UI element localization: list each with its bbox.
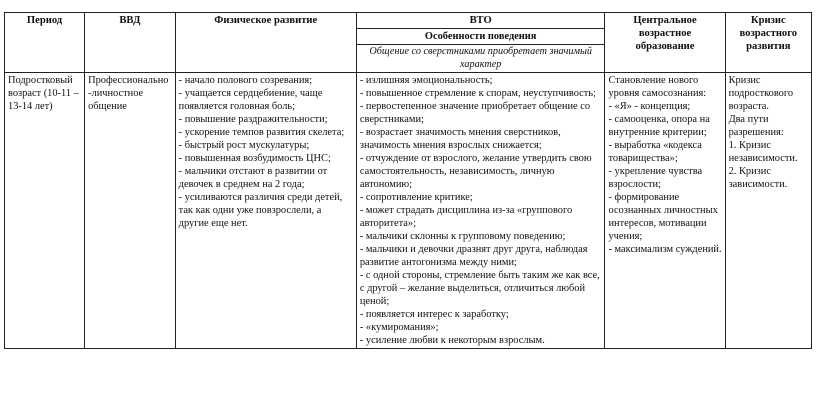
list-item: - начало полового созревания;: [178, 75, 313, 86]
list-item: - повышенная возбудимость ЦНС;: [178, 153, 331, 164]
list-item: - быстрый рост мускулатуры;: [178, 140, 310, 151]
cell-crisis: [725, 73, 811, 349]
header-vto-sub: Особенности поведения: [356, 29, 605, 45]
cell-central: [605, 73, 725, 349]
header-vto: ВТО: [356, 13, 605, 29]
list-item: - самооценка, опора на внутренние критерии;: [608, 114, 710, 138]
list-item: - может страдать дисциплина из-за «группового авторитета»;: [359, 205, 573, 229]
list-item: - возрастает значимость мнения сверстников, значимость мнения взрослых снижается;: [359, 127, 561, 151]
list-item: - мальчики и девочки дразнят друг друга, наблюдая развитие антогонизма между ними;: [359, 244, 588, 268]
list-item: - мальчики отстают в развитии от девочек в среднем на 2 года;: [178, 166, 328, 190]
list-item: - ускорение темпов развития скелета;: [178, 127, 345, 138]
list-item: - выработка «кодекса товарищества»;: [608, 140, 702, 164]
cell-vto: [356, 73, 605, 349]
list-item: - «кумиромания»;: [359, 322, 439, 333]
list-item: - мальчики склонны к групповому поведению;: [359, 231, 566, 242]
table-row: [5, 73, 812, 349]
header-central: Центральное возрастное образование: [605, 13, 725, 73]
header-vvd: ВВД: [85, 13, 176, 73]
list-item: Становление нового уровня самосознания:: [608, 75, 707, 99]
list-item: - повышение раздражительности;: [178, 114, 328, 125]
list-item: - появляется интерес к заработку;: [359, 309, 509, 320]
list-item: - излишняя эмоциональность;: [359, 75, 493, 86]
list-item: - укрепление чувства взрослости;: [608, 166, 703, 190]
list-item: - с одной стороны, стремление быть таким же как все, с другой – желание выделиться, отличиться любой ценой;: [359, 270, 600, 307]
header-vto-note: Общение со сверстниками приобретает значимый характер: [356, 45, 605, 73]
header-crisis: Кризис возрастного развития: [725, 13, 811, 73]
header-row: [5, 13, 812, 29]
list-item: Два пути разрешения:: [728, 114, 784, 138]
header-period: Период: [5, 13, 85, 73]
cell-period: Подростковый возраст (10-11 – 13-14 лет): [5, 73, 85, 349]
list-item: - формирование осознанных личностных интересов, мотивации учения;: [608, 192, 718, 242]
list-item: - усиление любви к некоторым взрослым.: [359, 335, 545, 346]
age-development-table: [4, 12, 812, 349]
list-item: 1. Кризис независимости.: [728, 140, 798, 164]
list-item: Кризис подросткового возраста.: [728, 75, 794, 112]
cell-physical: [175, 73, 356, 349]
list-item: - отчуждение от взрослого, желание утвердить свою самостоятельность, независимость, личную автономию;: [359, 153, 592, 190]
list-item: - сопротивление критике;: [359, 192, 473, 203]
list-item: - максимализм суждений.: [608, 244, 722, 255]
list-item: - усиливаются различия среди детей, так как одни уже повзрослели, а другие еще нет.: [178, 192, 343, 229]
header-physical: Физическое развитие: [175, 13, 356, 73]
list-item: 2. Кризис зависимости.: [728, 166, 788, 190]
list-item: - «Я» - концепция;: [608, 101, 691, 112]
list-item: - первостепенное значение приобретает общение со сверстниками;: [359, 101, 591, 125]
list-item: - повышенное стремление к спорам, неуступчивость;: [359, 88, 596, 99]
cell-vvd: Профессионально -личностное общение: [85, 73, 176, 349]
list-item: - учащается сердцебиение, чаще появляется головная боль;: [178, 88, 323, 112]
